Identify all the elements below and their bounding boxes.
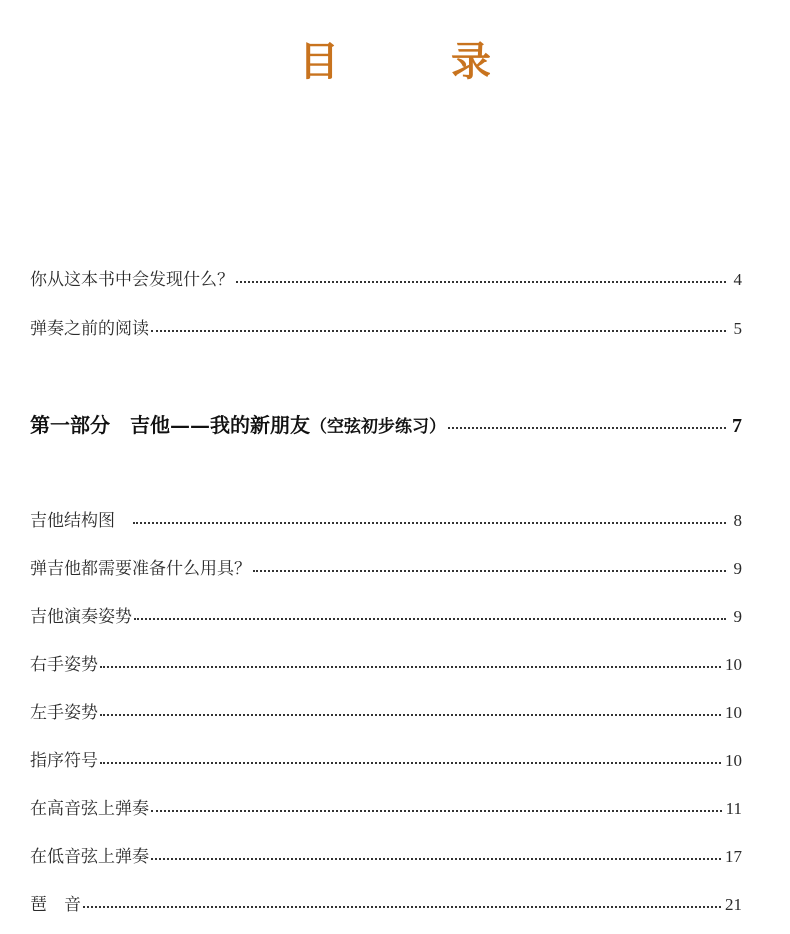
- toc-page-number: 7: [732, 415, 742, 437]
- toc-part-label: [30, 413, 446, 439]
- dot-leader: [151, 810, 722, 812]
- toc-entry-preface-1[interactable]: [30, 268, 742, 292]
- toc-entry-chapter-6[interactable]: [30, 749, 742, 773]
- toc-page-number: 5: [733, 319, 742, 338]
- toc-entry-chapter-5[interactable]: [30, 701, 742, 725]
- toc-page-number: 4: [733, 270, 742, 289]
- toc-entry-chapter-2[interactable]: [30, 557, 742, 581]
- toc-entry-label: 在高音弦上弹奏: [30, 799, 149, 819]
- dot-leader: [83, 906, 721, 908]
- toc-entry-chapter-1[interactable]: [30, 509, 742, 533]
- toc-entry-chapter-7[interactable]: [30, 797, 742, 821]
- toc-entry-label: 弹吉他都需要准备什么用具？: [30, 559, 251, 579]
- dot-leader: [134, 618, 726, 620]
- toc-page-number: 8: [733, 511, 742, 530]
- toc-page-number: 10: [725, 751, 742, 770]
- toc-entry-label: 在低音弦上弹奏: [30, 847, 149, 867]
- dot-leader: [100, 714, 721, 716]
- toc-part-title: 第一部分 吉他——我的新朋友: [30, 413, 310, 437]
- toc-page-number: 9: [733, 559, 742, 578]
- toc-page-number: 17: [725, 847, 742, 866]
- page-title: 目 录: [299, 39, 527, 85]
- toc-page-number: 9: [733, 607, 742, 626]
- dot-leader: [100, 762, 721, 764]
- dot-leader: [151, 330, 726, 332]
- toc-entry-label: 右手姿势: [30, 655, 98, 675]
- toc-page-number: 10: [725, 655, 742, 674]
- toc-entry-chapter-4[interactable]: [30, 653, 742, 677]
- dot-leader: [151, 858, 721, 860]
- toc-entry-label: 琶 音: [30, 895, 81, 915]
- toc-entry-chapter-8[interactable]: [30, 845, 742, 869]
- dot-leader: [100, 666, 721, 668]
- toc-entry-part-1[interactable]: [30, 413, 742, 439]
- toc-entry-label: 吉他演奏姿势: [30, 607, 132, 627]
- dot-leader: [253, 570, 726, 572]
- dot-leader: [133, 522, 726, 524]
- toc-page-number: 11: [725, 799, 742, 818]
- toc-part-subtitle: （空弦初步练习）: [310, 417, 446, 437]
- toc-entry-preface-2[interactable]: [30, 317, 742, 341]
- toc-entry-label: 吉他结构图: [30, 511, 115, 531]
- dot-leader: [448, 427, 726, 429]
- toc-entry-label: 左手姿势: [30, 703, 98, 723]
- toc-entry-label: 指序符号: [30, 751, 98, 771]
- toc-page-number: 21: [725, 895, 742, 914]
- dot-leader: [236, 281, 726, 283]
- toc-entry-chapter-3[interactable]: [30, 605, 742, 629]
- toc-entry-label: 你从这本书中会发现什么？: [30, 270, 234, 290]
- toc-entry-label: 弹奏之前的阅读: [30, 319, 149, 339]
- toc-page-number: 10: [725, 703, 742, 722]
- toc-entry-chapter-9[interactable]: [30, 893, 742, 917]
